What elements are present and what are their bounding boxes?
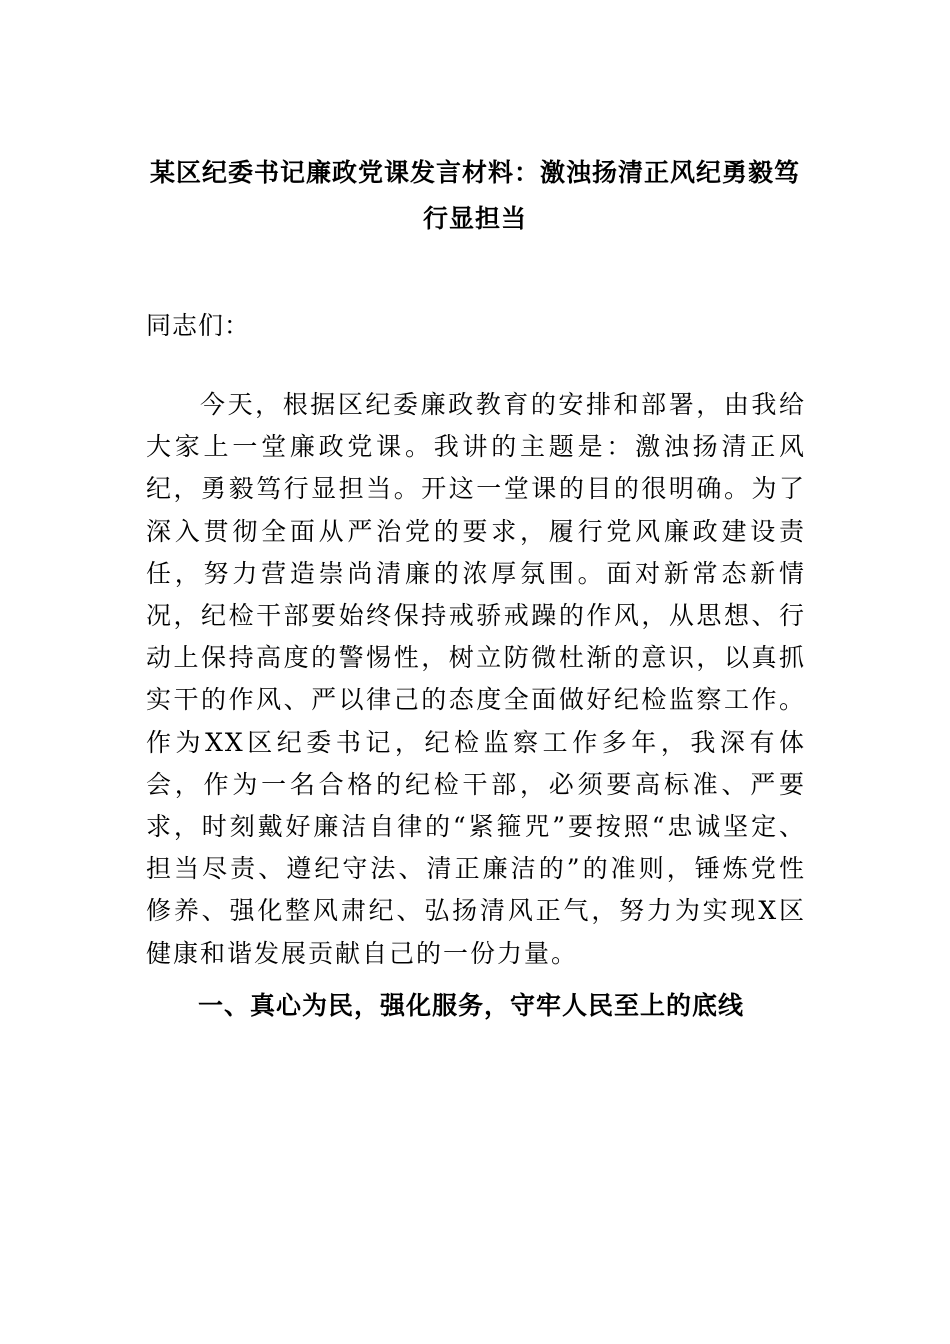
title-line-2: 行显担当 (422, 204, 527, 233)
title-line-1: 某区纪委书记廉政党课发言材料：激浊扬清正风纪勇毅笃 (149, 158, 800, 187)
salutation: 同志们： (146, 311, 251, 340)
body-paragraph: 今天，根据区纪委廉政教育的安排和部署，由我给大家上一堂廉政党课。我讲的主题是：激浊扬清正风纪，勇毅笃行显担当。开这一堂课的目的很明确。为了深入贯彻全面从严治党的要求，履行党风廉政建设责任，努力营造崇尚清廉的浓厚氛围。面对新常态新情况，纪检干部要始终保持戒骄戒躁的作风，从思想、行动上保持高度的警惕性，树立防微杜渐的意识，以真抓实干的作风、严以律己的态度全面做好纪检监察工作。作为XX区纪委书记，纪检监察工作多年，我深有体会，作为一名合格的纪检干部，必须要高标准、严要求，时刻戴好廉洁自律的“紧箍咒”要按照“忠诚坚定、担当尽责、遵纪守法、清正廉洁的”的准则，锤炼党性修养、强化整风肃纪、弘扬清风正气，努力为实现X区健康和谐发展贡献自己的一份力量。 (146, 390, 806, 968)
document-title (140, 150, 810, 242)
section-heading-1: 一、真心为民，强化服务，守牢人民至上的底线 (198, 991, 745, 1020)
